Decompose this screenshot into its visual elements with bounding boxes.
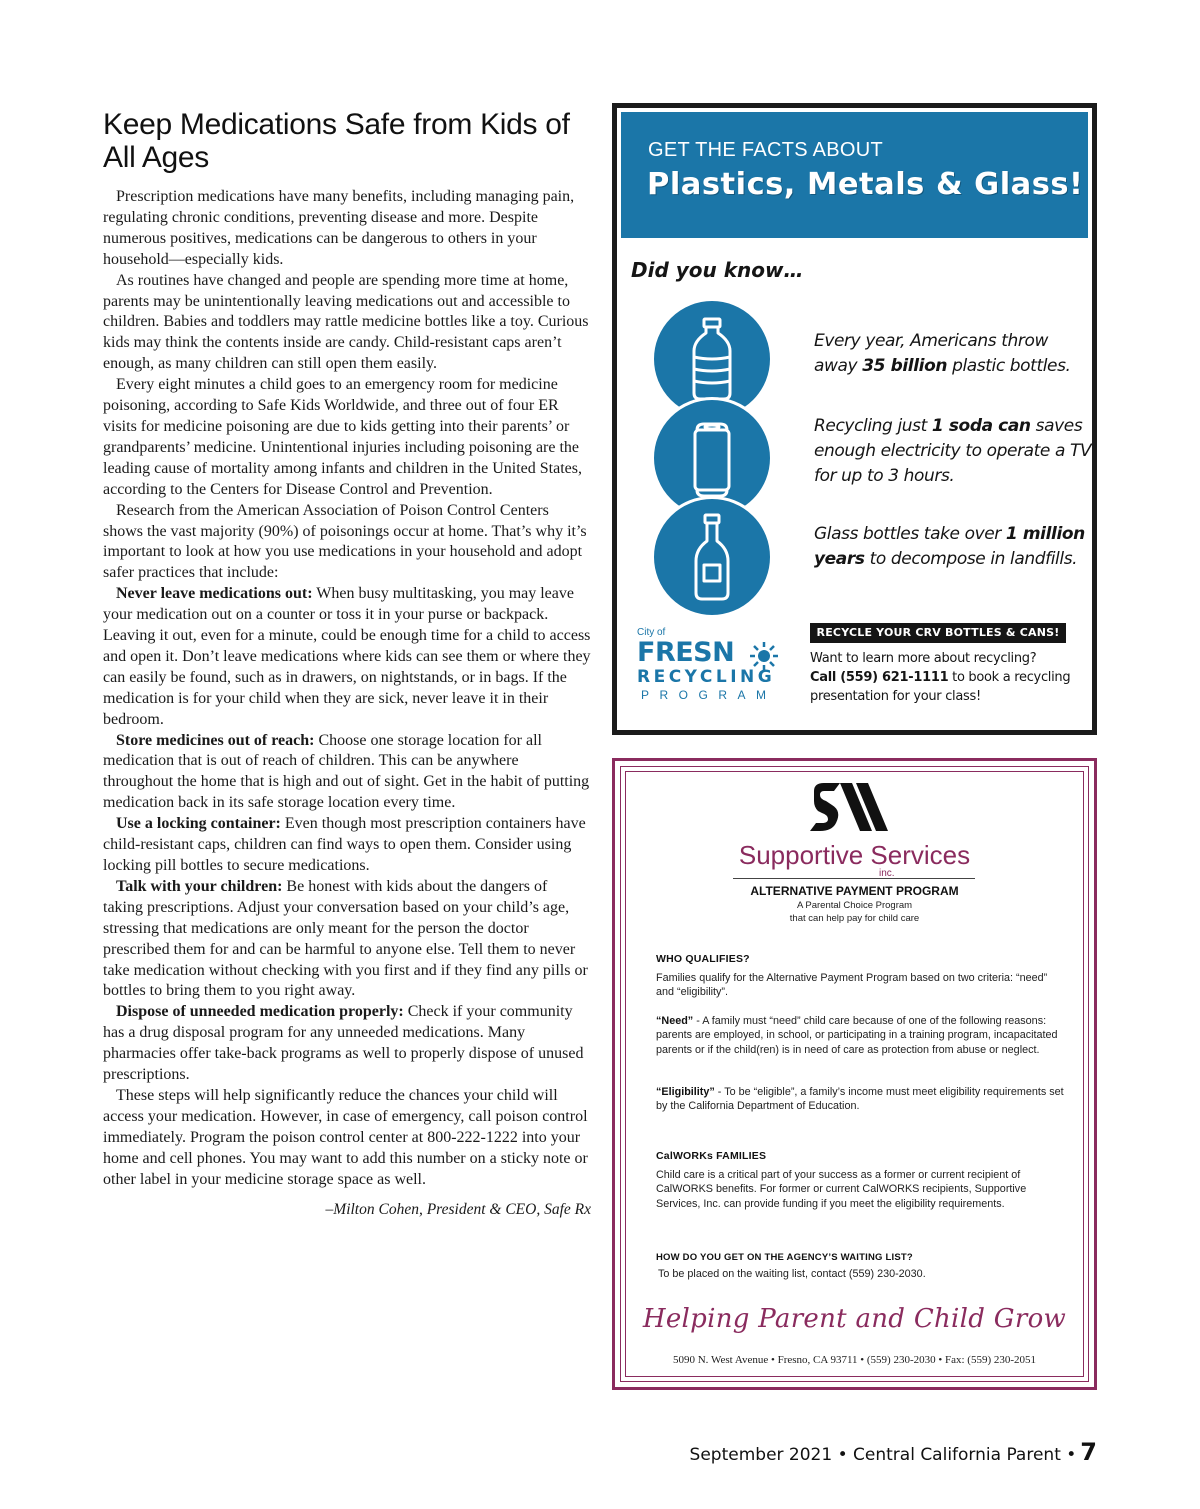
recycling-banner: [621, 112, 1088, 238]
article-paragraph: Research from the American Association of Poison Control Centers shows the vast majority (90%) of poisonings occur at home. That’s why it’s important to look at how you use medications in your household and adopt safer practices that include:: [103, 501, 587, 582]
company-name: Supportive Services: [738, 840, 971, 870]
recycling-ad: [612, 103, 1097, 735]
eligibility-text: “Eligibility” - To be “eligible”, a family’s income must meet eligibility requirements set by the California Department of Education.: [656, 1086, 1064, 1113]
fact-soda-can: Recycling just 1 soda can saves enough electricity to operate a TV for up to 3 hours.: [814, 416, 1092, 486]
program-title: ALTERNATIVE PAYMENT PROGRAM: [750, 884, 959, 898]
article-title: Keep Medications Safe from Kids of All Ages: [103, 108, 570, 174]
waitlist-text: To be placed on the waiting list, contact (559) 230-2030.: [658, 1268, 926, 1280]
who-qualifies-text: Families qualify for the Alternative Payment Program based on two criteria: “need” and “eligibility”.: [656, 972, 1048, 999]
company-inc: inc.: [879, 868, 895, 879]
supportive-services-ad: [612, 758, 1097, 1390]
footer-text: September 2021 • Central California Parent •: [689, 1445, 1077, 1465]
page-footer: [690, 1438, 1097, 1466]
banner-subtitle: GET THE FACTS ABOUT: [648, 139, 884, 161]
article-paragraph: Use a locking container: Even though most prescription containers have child-resistant caps, children can find ways to open them. Consider using locking pill bottles to secure medications.: [103, 815, 586, 874]
article-paragraph: Dispose of unneeded medication properly: Check if your community has a drug disposal program for any unneeded medications. Many pharmacies offer take-back programs as well to properly dispose of unused prescriptions.: [103, 1003, 584, 1084]
who-qualifies-heading: WHO QUALIFIES?: [656, 953, 750, 965]
calworks-heading: CalWORKs FAMILIES: [656, 1150, 767, 1162]
article-paragraph: Store medicines out of reach: Choose one storage location for all medication that is out of reach of children. This can be anywhere throughout the home that is high and out of sight. Get in the habit of putting medication back in its safe storage location every time.: [103, 731, 590, 812]
article-paragraph: Prescription medications have many benefits, including managing pain, regulating chronic conditions, preventing disease and more. Despite numerous positives, medications can be dangerous to others in your household—especially kids.: [103, 188, 575, 268]
supportive-services-logo: [810, 781, 900, 836]
need-text: “Need” - A family must “need” child care because of one of the following reasons: parents are employed, in school, or participating in a training program, incapacitated parents or if the child(ren) is in need of care as protection from abuse or neglect.: [656, 1015, 1058, 1056]
logo-program-text: PROGRAM: [641, 688, 777, 702]
address-line: 5090 N. West Avenue • Fresno, CA 93711 • (559) 230-2030 • Fax: (559) 230-2051: [672, 1354, 1037, 1366]
article: [103, 108, 591, 1219]
fresno-recycling-logo: [637, 627, 787, 707]
logo-recycling-text: RECYCLING: [637, 667, 776, 687]
crv-info: Want to learn more about recycling? Call (559) 621-1111 to book a recycling presentation for your class!: [810, 651, 1071, 704]
article-paragraph: Talk with your children: Be honest with kids about the dangers of taking prescriptions. Adjust your conversation based on your child’s age, stressing that medications are only meant for the person the doctor prescribed them for and can be harmful to anyone else. Tell them to never take medication without checking with you first and if they find any pills or bottles to bring them to you right away.: [103, 877, 588, 1000]
logo-fresno-text: FRESN: [637, 637, 735, 668]
article-paragraph: These steps will help significantly reduce the chances your child will access your medication. However, in case of emergency, call poison control immediately. Program the poison control center at 800-222-1222 into your home and cell phones. You may want to add this number on a sticky note or other label in your medicine storage space as well.: [103, 1086, 588, 1188]
page-number: 7: [1080, 1438, 1097, 1466]
article-paragraph: Every eight minutes a child goes to an emergency room for medicine poisoning, according to Safe Kids Worldwide, and three out of four ER visits for medicine poisoning are due to kids getting into their parents’ or grandparents’ medicine. Unintentional injuries including poisoning are the leading cause of mortality among infants and children in the United States, according to the Centers for Disease Control and Prevention.: [103, 376, 582, 498]
divider: [733, 878, 975, 879]
article-body: [103, 187, 591, 1191]
tagline: Helping Parent and Child Grow: [642, 1304, 1067, 1334]
article-paragraph: As routines have changed and people are spending more time at home, parents may be unintentionally leaving medications out and accessible to children. Babies and toddlers may rattle medicine bottles like a toy. Curious kids may think the contents inside are candy. Child-resistant caps aren’t enough, as many children can still open them easily.: [103, 271, 589, 373]
waitlist-heading: HOW DO YOU GET ON THE AGENCY’S WAITING LIST?: [656, 1252, 913, 1263]
calworks-text: Child care is a critical part of your success as a former or current recipient of CalWORKS benefits. For former or current CalWORKS recipients, Supportive Services, Inc. can provide funding if you meet the eligibility requirements.: [656, 1169, 1027, 1210]
article-paragraph: Never leave medications out: When busy multitasking, you may leave your medication out on a counter or toss it in your purse or backpack. Leaving it out, even for a minute, could be enough time for a child to access and open it. Don’t leave medications where kids can see them or where they can easily be found, such as in drawers, on nightstands, or in bags. If the medication is for your child when they are sick, never leave it in their bedroom.: [103, 585, 591, 728]
fact-glass-bottles: Glass bottles take over 1 million years to decompose in landfills.: [814, 524, 1085, 569]
did-you-know-heading: Did you know…: [631, 258, 804, 282]
crv-banner: RECYCLE YOUR CRV BOTTLES & CANS!: [810, 623, 1066, 643]
article-byline: –Milton Cohen, President & CEO, Safe Rx: [325, 1200, 591, 1218]
fact-plastic-bottles: Every year, Americans throw away 35 billion plastic bottles.: [814, 331, 1071, 376]
glass-bottle-icon: [651, 496, 773, 618]
program-subtitle: A Parental Choice Program that can help pay for child care: [789, 900, 920, 924]
crv-phone[interactable]: Call (559) 621-1111: [810, 670, 949, 685]
banner-title: Plastics, Metals & Glass!: [647, 167, 1084, 202]
logo-city-text: City of: [637, 627, 666, 638]
